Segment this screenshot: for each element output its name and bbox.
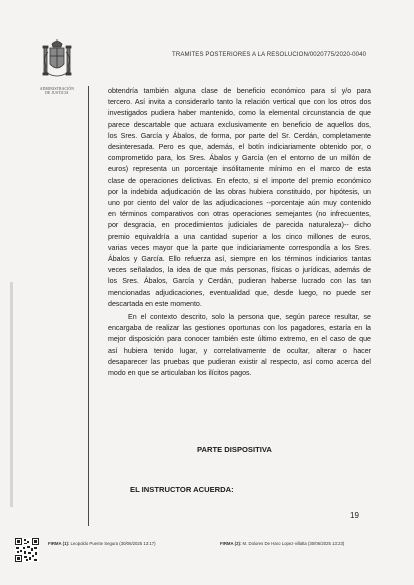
administration-label-line2: DE JUSTICIA <box>45 91 69 96</box>
body-line: encargaba de realizar las gestiones oportunas con los pagadores, estaría en la <box>108 324 371 333</box>
body-line: los Sres. Ábalos, García y Cerdán, pudieran haberse lucrado con las tan <box>108 277 371 286</box>
body-line: los Sres. García y Ábalos, de forma, por parte del Sr. Cerdán, completamente <box>108 131 371 140</box>
qr-code-icon <box>15 538 39 562</box>
coat-of-arms-logo <box>40 38 74 84</box>
body-line: mencionadas adjudicaciones, eventualidad que, desde luego, no puede ser <box>108 288 371 297</box>
body-line: Ábalos y García. Ello refuerza así, siempre en los términos indiciarios tantas <box>108 255 371 264</box>
body-line: desaparecer las pruebas que pudieran existir al respecto, así como acerca del <box>108 357 371 366</box>
body-line: parece descartable que actuara exclusivamente en beneficio de aquellos dos, <box>108 120 371 129</box>
body-line: mejor disposición para conocer también este último extremo, en el caso de que <box>108 335 371 344</box>
signature-1 <box>48 541 156 546</box>
body-line: así hubiera tenido lugar, y correlativamente de ocultar, alterar o hacer <box>108 346 371 355</box>
body-line: En el contexto descrito, solo la persona que, según parece resultar, se <box>128 313 371 321</box>
signature-2-text: M. Dolores De Haro Lopez-villalta (30/06/2025 13:23) <box>242 541 345 546</box>
page-number: 19 <box>350 511 359 520</box>
body-line: por desgracia, en procedimientos judiciales de parecida naturaleza)-- dicho <box>108 221 371 230</box>
body-line: modo en que se articulaban los ilícitos pagos. <box>108 369 252 378</box>
body-line: por la indebida adjudicación de las obras hubiera constituido, por hipótesis, un <box>108 187 371 196</box>
body-line: en términos comparativos con otras operaciones semejantes (no infrecuentes, <box>108 210 371 219</box>
body-line: desinteresada. Pero es que, además, el botín indiciariamente obtenido por, o <box>108 143 371 152</box>
case-reference-header: TRAMITES POSTERIORES A LA RESOLUCION/0020775/2020-0040 <box>172 51 367 58</box>
signature-2 <box>220 541 344 546</box>
administration-label-line1: ADMINISTRACIÓN <box>39 87 75 91</box>
body-line: clase de operaciones delictivas. En efecto, si el importe del premio económico <box>108 176 371 185</box>
body-line: varias veces mayor que la parte que indiciariamente correspondía a los Sres. <box>108 243 371 252</box>
section-title: PARTE DISPOSITIVA <box>197 445 272 454</box>
body-line: descartada en este momento. <box>108 299 202 308</box>
signature-1-label: FIRMA (1): <box>48 541 70 546</box>
signature-2-label: FIRMA (2): <box>220 541 242 546</box>
body-line: investigados pudiera haber mantenido, como la elemental circunstancia de que <box>108 109 371 118</box>
body-paragraph-1 <box>108 86 371 310</box>
body-line: uno por ciento del valor de las adjudicaciones --porcentaje aún muy contenido <box>108 199 371 208</box>
body-line: euros) representa un porcentaje insólitamente mínimo en el marco de esta <box>108 165 371 174</box>
body-line: tercero. Así invita a considerarlo tanto la relación vertical que con los otros dos <box>108 98 371 107</box>
margin-rule <box>88 86 89 526</box>
body-line: comprometido para, los Sres. Ábalos y García (en el entorno de un millón de <box>108 154 371 163</box>
signature-1-text: Leopoldo Puente Segura (30/06/2025 13:17) <box>70 541 156 546</box>
instructor-heading: EL INSTRUCTOR ACUERDA: <box>130 485 234 494</box>
body-line: obtendría también alguna clase de beneficio económico para sí y/o para <box>108 87 371 95</box>
body-paragraph-2 <box>108 312 371 379</box>
body-line: veces señalados, la idea de que más personas, físicas o jurídicas, además de <box>108 266 371 275</box>
administration-label <box>34 87 80 96</box>
margin-mark <box>10 282 13 507</box>
body-line: premio equivaldría a una cantidad superior a los cinco millones de euros, <box>108 232 371 241</box>
